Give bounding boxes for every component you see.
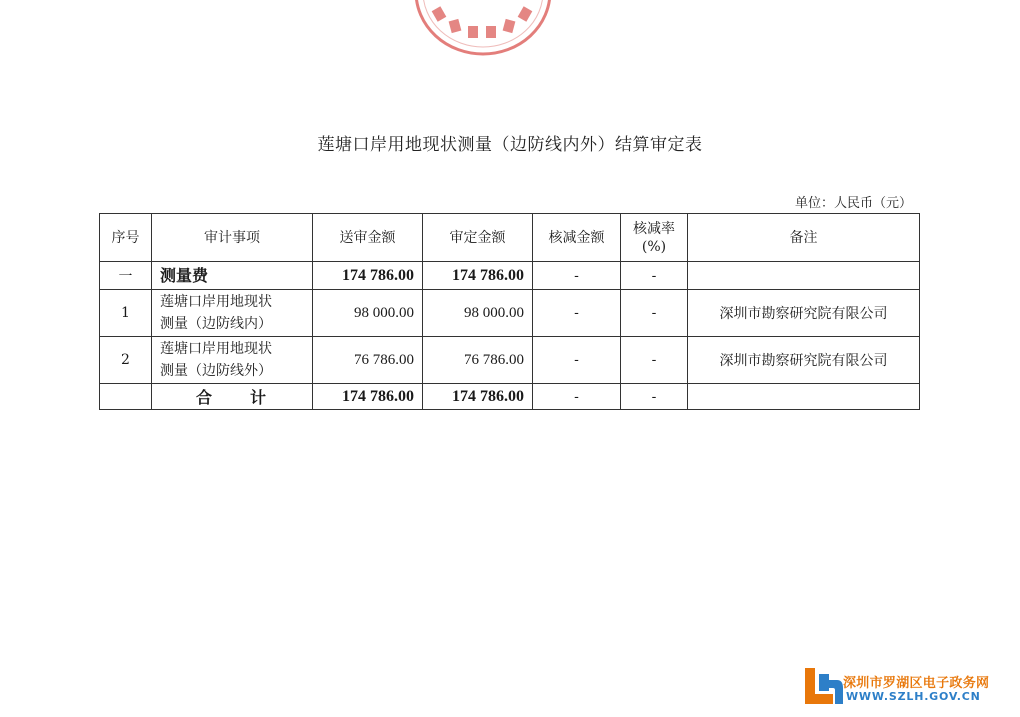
row-seq: 1	[100, 290, 152, 337]
row-item	[152, 290, 313, 337]
row-item-line1: 莲塘口岸用地现状	[160, 294, 272, 310]
category-item: 测量费	[152, 262, 313, 290]
watermark-site-url: WWW.SZLH.GOV.CN	[846, 690, 981, 703]
row-approved: 98 000.00	[423, 290, 533, 337]
header-approved: 审定金额	[423, 214, 533, 262]
document-title: 莲塘口岸用地现状测量（边防线内外）结算审定表	[317, 135, 703, 155]
category-seq: 一	[100, 262, 152, 290]
header-rate-line2: (%)	[641, 238, 667, 255]
row-remark: 深圳市勘察研究院有限公司	[688, 290, 920, 337]
total-submitted: 174 786.00	[313, 384, 423, 410]
category-row	[100, 262, 920, 290]
row-item-line2: 测量（边防线外）	[160, 363, 272, 379]
row-approved: 76 786.00	[423, 337, 533, 384]
header-rate-line1: 核减率	[633, 220, 675, 237]
row-item-line2: 测量（边防线内）	[160, 316, 272, 332]
total-reduction: -	[533, 384, 621, 410]
currency-unit: 单位：人民币（元）	[794, 196, 912, 211]
category-approved: 174 786.00	[423, 262, 533, 290]
header-item: 审计事项	[152, 214, 313, 262]
table-header-row	[100, 214, 920, 262]
total-rate: -	[621, 384, 688, 410]
row-submitted: 76 786.00	[313, 337, 423, 384]
row-reduction: -	[533, 290, 621, 337]
category-remark	[688, 262, 920, 290]
header-reduction: 核减金额	[533, 214, 621, 262]
row-item	[152, 337, 313, 384]
total-label: 合计	[152, 384, 313, 410]
watermark-site-name: 深圳市罗湖区电子政务网	[843, 676, 990, 691]
category-reduction: -	[533, 262, 621, 290]
header-rate	[621, 214, 688, 262]
row-seq: 2	[100, 337, 152, 384]
table-row	[100, 337, 920, 384]
total-remark	[688, 384, 920, 410]
header-seq: 序号	[100, 214, 152, 262]
header-remark: 备注	[688, 214, 920, 262]
row-remark: 深圳市勘察研究院有限公司	[688, 337, 920, 384]
row-item-line1: 莲塘口岸用地现状	[160, 341, 272, 357]
row-submitted: 98 000.00	[313, 290, 423, 337]
header-submitted: 送审金额	[313, 214, 423, 262]
total-seq	[100, 384, 152, 410]
total-approved: 174 786.00	[423, 384, 533, 410]
total-row	[100, 384, 920, 410]
category-submitted: 174 786.00	[313, 262, 423, 290]
row-rate: -	[621, 290, 688, 337]
row-reduction: -	[533, 337, 621, 384]
red-seal-stamp	[412, 0, 554, 58]
category-rate: -	[621, 262, 688, 290]
table-row	[100, 290, 920, 337]
row-rate: -	[621, 337, 688, 384]
settlement-table	[99, 213, 920, 410]
